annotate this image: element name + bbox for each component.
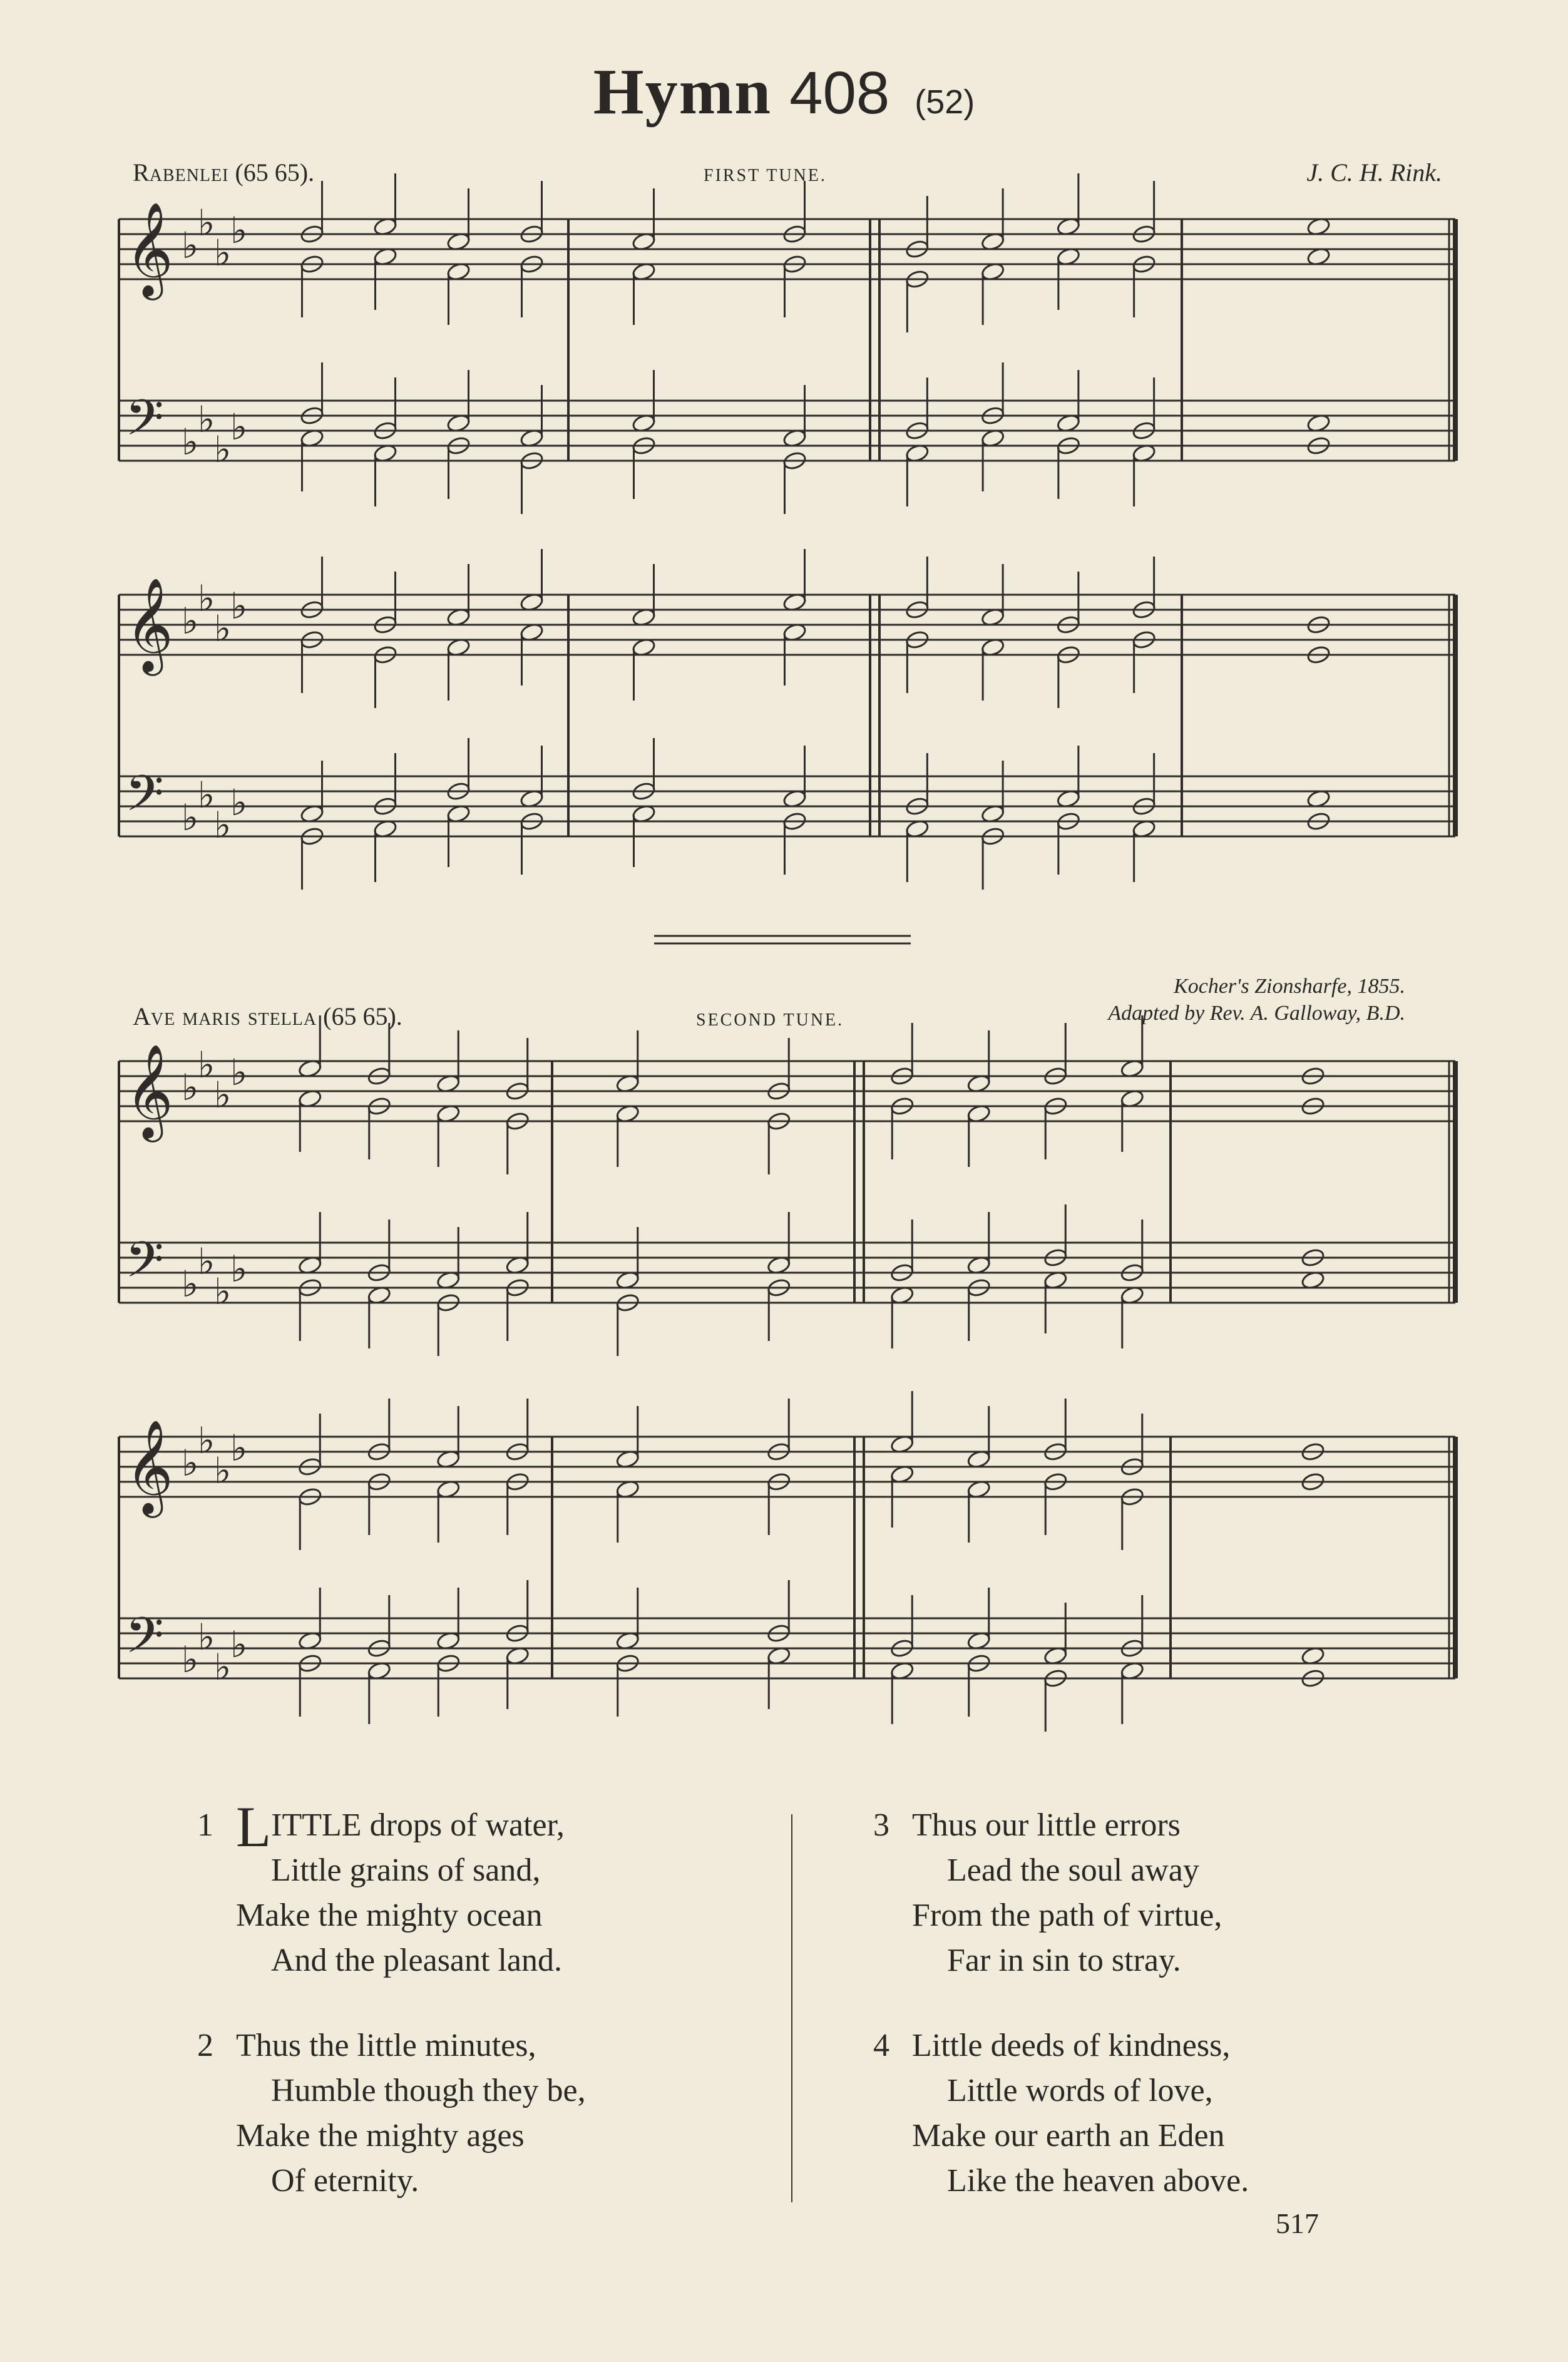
verse-line: Little deeds of kindness,: [912, 2028, 1231, 2063]
flat-sign: ♭: [214, 1074, 232, 1116]
flat-sign: ♭: [182, 796, 199, 839]
tune-name-rest: abenlei: [149, 158, 229, 187]
flat-sign: ♭: [214, 1270, 232, 1313]
flat-sign: ♭: [230, 406, 248, 448]
verse-line: From the path of virtue,: [912, 1897, 1222, 1933]
flat-sign: ♭: [230, 1051, 248, 1094]
verse-line: Far in sin to stray.: [947, 1943, 1181, 1978]
verse-number: 4: [873, 2028, 889, 2063]
verse-4: [873, 2023, 1249, 2204]
tune-label-first: FIRST TUNE.: [704, 166, 827, 185]
verse-line: Thus the little minutes,: [236, 2028, 536, 2063]
flat-sign: ♭: [182, 1638, 199, 1681]
flat-sign: ♭: [214, 607, 232, 650]
flat-sign: ♭: [182, 1263, 199, 1305]
tune-name-initial: R: [133, 158, 150, 187]
tune-composer: J. C. H. Rink.: [1306, 158, 1442, 187]
hymn-word: Hymn: [593, 56, 772, 128]
bass-clef: 𝄢: [125, 389, 164, 459]
tune-meter: (65 65).: [323, 1002, 402, 1030]
flat-sign: ♭: [230, 1248, 248, 1290]
verse-line: Humble though they be,: [271, 2073, 586, 2108]
flat-sign: ♭: [230, 585, 248, 627]
flat-sign: ♭: [182, 224, 199, 267]
verse-number: 1: [197, 1807, 213, 1843]
tune-name-initial: A: [133, 1002, 151, 1030]
verse-line: Make our earth an Eden: [912, 2118, 1225, 2154]
verse-1: [197, 1795, 565, 1983]
hymn-number: 408: [789, 59, 890, 126]
verse-line: Make the mighty ages: [236, 2118, 525, 2154]
tune-adapter: Adapted by Rev. A. Galloway, B.D.: [1108, 1001, 1405, 1025]
flat-sign: ♭: [230, 209, 248, 252]
verse-line: ITTLE drops of water,: [271, 1807, 565, 1843]
hymn-reference: (52): [915, 83, 975, 121]
flat-sign: ♭: [230, 781, 248, 824]
verse-line: Lead the soul away: [947, 1852, 1199, 1888]
verse-number: 3: [873, 1807, 889, 1843]
verse-number: 2: [197, 2028, 213, 2063]
verse-line: Thus our little errors: [912, 1807, 1181, 1843]
bass-clef: 𝄢: [125, 764, 164, 834]
flat-sign: ♭: [198, 1044, 215, 1086]
tune-name-rest: ve maris stella: [150, 1002, 317, 1030]
flat-sign: ♭: [198, 577, 215, 620]
flat-sign: ♭: [214, 1646, 232, 1688]
treble-clef: 𝄞: [125, 577, 173, 672]
verse-3: [873, 1803, 1222, 1983]
flat-sign: ♭: [230, 1427, 248, 1469]
flat-sign: ♭: [198, 1240, 215, 1283]
verse-line: And the pleasant land.: [271, 1943, 562, 1978]
verse-2: [197, 2023, 586, 2204]
flat-sign: ♭: [182, 421, 199, 463]
flat-sign: ♭: [198, 1419, 215, 1462]
flat-sign: ♭: [198, 774, 215, 816]
verse-line: Like the heaven above.: [947, 2163, 1249, 2199]
flat-sign: ♭: [198, 398, 215, 441]
treble-clef: 𝄞: [125, 1419, 173, 1514]
flat-sign: ♭: [198, 1616, 215, 1658]
verse-line: Make the mighty ocean: [236, 1897, 543, 1933]
column-divider: [791, 1814, 792, 2202]
flat-sign: ♭: [182, 1066, 199, 1109]
flat-sign: ♭: [182, 1442, 199, 1484]
flat-sign: ♭: [214, 804, 232, 846]
flat-sign: ♭: [214, 232, 232, 274]
drop-cap: L: [236, 1795, 272, 1859]
tune-meter: (65 65).: [235, 158, 315, 187]
flat-sign: ♭: [230, 1623, 248, 1666]
tune-label-second: SECOND TUNE.: [696, 1010, 844, 1030]
verse-line: Of eternity.: [271, 2163, 419, 2199]
verse-line: Little words of love,: [947, 2073, 1213, 2108]
bass-clef: 𝄢: [125, 1606, 164, 1677]
flat-sign: ♭: [214, 428, 232, 471]
tune-source-text: Kocher's Zionsharfe, 1855.: [1174, 975, 1405, 998]
page-number: 517: [1276, 2207, 1319, 2239]
flat-sign: ♭: [182, 600, 199, 642]
flat-sign: ♭: [198, 202, 215, 244]
bass-clef: 𝄢: [125, 1231, 164, 1301]
treble-clef: 𝄞: [125, 201, 173, 296]
treble-clef: 𝄞: [125, 1043, 173, 1138]
verse-line: Little grains of sand,: [271, 1852, 541, 1888]
flat-sign: ♭: [214, 1449, 232, 1492]
